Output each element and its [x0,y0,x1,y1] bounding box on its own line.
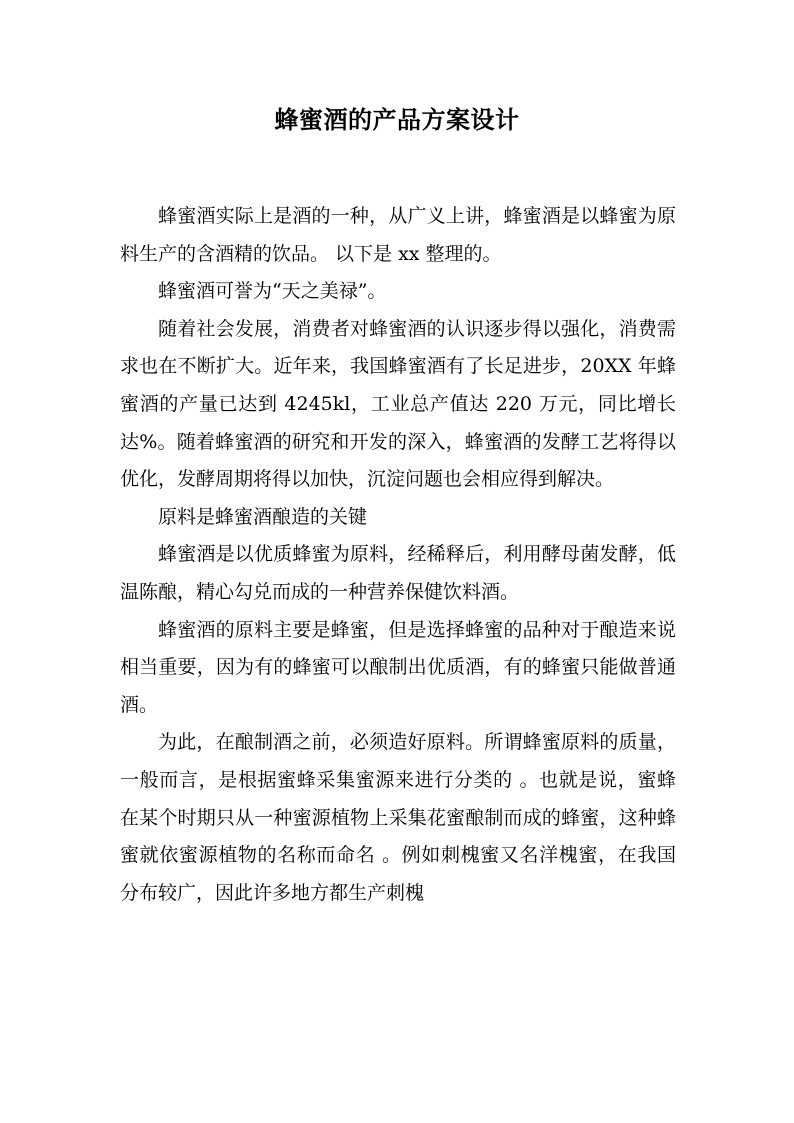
paragraph: 蜂蜜酒是以优质蜂蜜为原料，经稀释后，利用酵母菌发酵，低温陈酿，精心勾兑而成的一种营养保健饮料酒。 [120,543,676,603]
paragraph: 蜂蜜酒实际上是酒的一种，从广义上讲，蜂蜜酒是以蜂蜜为原料生产的含酒精的饮品。 以下是 xx 整理的。 [120,205,676,265]
paragraph: 蜂蜜酒可誉为“天之美禄”。 [158,280,387,303]
section-heading: 原料是蜂蜜酒酿造的关键 [158,505,368,528]
paragraph: 为此，在酿制酒之前，必须造好原料。所谓蜂蜜原料的质量，一般而言，是根据蜜蜂采集蜜源来进行分类的 。也就是说，蜜蜂在某个时期只从一种蜜源植物上采集花蜜酿制而成的蜂蜜，这种蜂蜜就依蜜源植物的名称而命名 。例如刺槐蜜又名洋槐蜜，在我国分布较广，因此许多地方都生产刺槐 [120,731,676,904]
paragraph: 蜂蜜酒的原料主要是蜂蜜，但是选择蜂蜜的品种对于酿造来说相当重要，因为有的蜂蜜可以酿制出优质酒，有的蜂蜜只能做普通酒。 [120,618,676,716]
paragraph: 随着社会发展，消费者对蜂蜜酒的认识逐步得以强化，消费需求也在不断扩大。近年来，我国蜂蜜酒有了长足进步，20XX 年蜂蜜酒的产量已达到 4245kl，工业总产值达 220 万元，同比增长达%。随着蜂蜜酒的研究和开发的深入，蜂蜜酒的发酵工艺将得以优化，发酵周期将得以加快，沉淀问题也会相应得到解决。 [120,317,676,491]
document-title: 蜂蜜酒的产品方案设计 [274,106,520,134]
document-body [120,198,676,912]
